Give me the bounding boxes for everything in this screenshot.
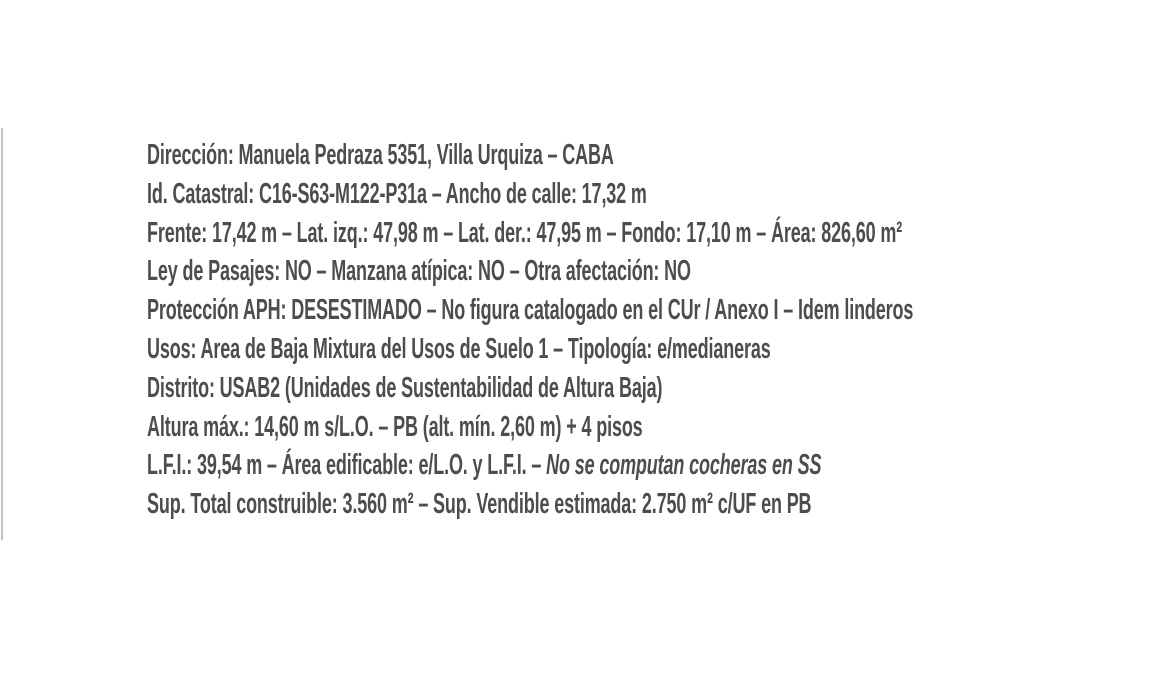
property-info-line-max-height <box>147 408 913 447</box>
line-text: Protección APH: DESESTIMADO – No figura catalogado en el CUr / Anexo I – Idem linderos <box>147 294 914 327</box>
property-info-line-lfi <box>147 446 913 485</box>
property-info-line-uses <box>147 330 913 369</box>
line-text: Distrito: USAB2 (Unidades de Sustentabilidad de Altura Baja) <box>147 371 663 404</box>
property-info-line-affectations <box>147 252 913 291</box>
line-text: Dirección: Manuela Pedraza 5351, Villa Urquiza – CABA <box>147 139 614 171</box>
property-info-line-buildable-area <box>147 485 913 524</box>
line-text: Id. Catastral: C16-S63-M122-P31a – Ancho de calle: 17,32 m <box>147 177 647 210</box>
property-info-line-address <box>147 136 913 175</box>
line-italic-text: No se computan cocheras en SS <box>546 449 822 482</box>
line-text: Usos: Area de Baja Mixtura del Usos de Suelo 1 – Tipología: e/medianeras <box>147 332 771 365</box>
line-text: Ley de Pasajes: NO – Manzana atípica: NO – Otra afectación: NO <box>147 255 691 288</box>
property-info-line-cadastral <box>147 175 913 214</box>
property-info-line-dimensions <box>147 214 913 253</box>
line-text: Sup. Total construible: 3.560 m² – Sup. Vendible estimada: 2.750 m² c/UF en PB <box>147 488 812 521</box>
line-text: Altura máx.: 14,60 m s/L.O. – PB (alt. mín. 2,60 m) + 4 pisos <box>147 410 643 443</box>
line-text: Frente: 17,42 m – Lat. izq.: 47,98 m – Lat. der.: 47,95 m – Fondo: 17,10 m – Área: 826,60 m² <box>147 216 903 249</box>
property-info-line-aph-protection <box>147 291 913 330</box>
line-text: L.F.I.: 39,54 m – Área edificable: e/L.O. y L.F.I. – <box>147 449 547 482</box>
property-summary <box>147 136 1163 524</box>
property-info-line-district <box>147 369 913 408</box>
left-margin-divider <box>1 128 3 540</box>
